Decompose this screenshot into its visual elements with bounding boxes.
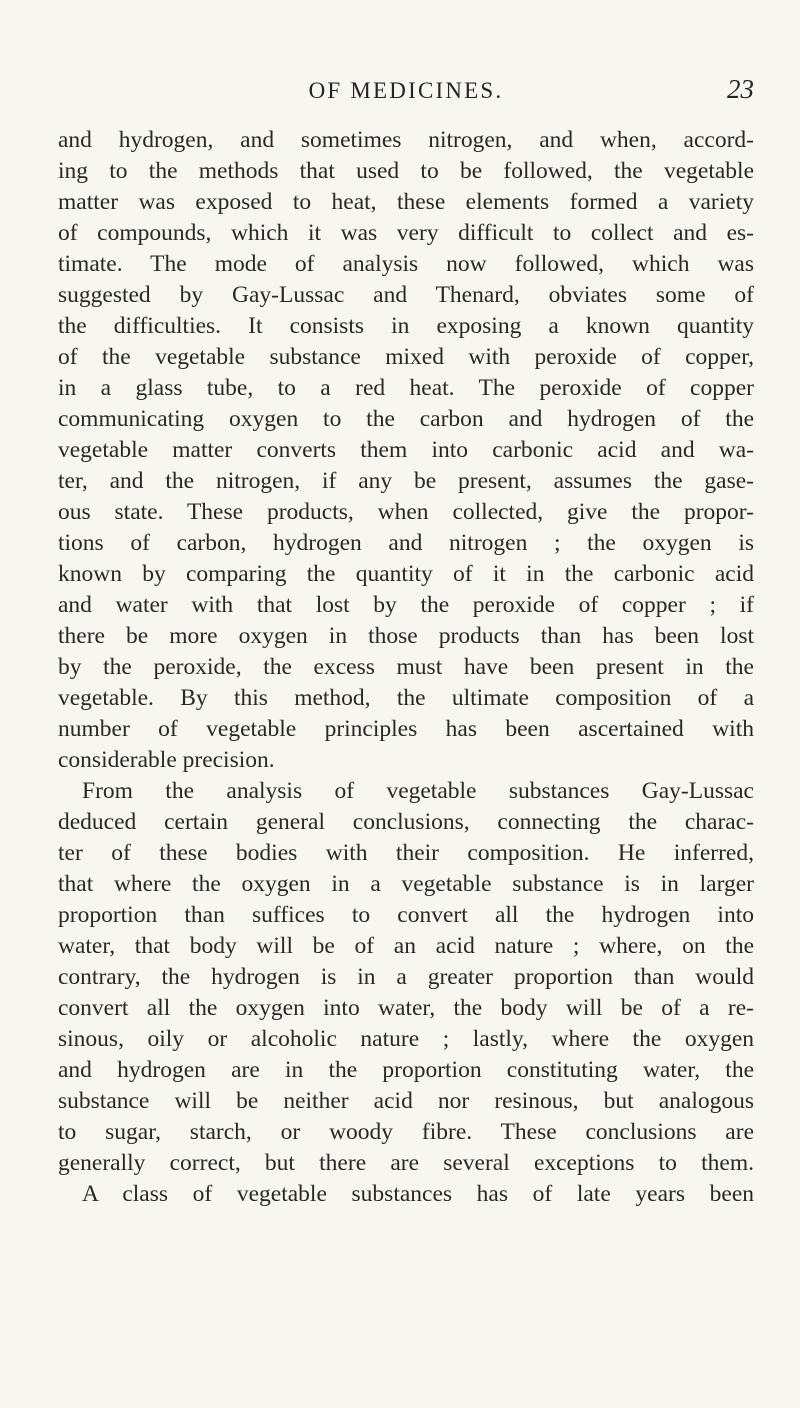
text-line: and water with that lost by the peroxide of copper ; if bbox=[58, 592, 754, 618]
text-line: that where the oxygen in a vegetable substance is in larger bbox=[58, 871, 754, 897]
running-head-title: OF MEDICINES. bbox=[308, 78, 504, 103]
text-line: and hydrogen, and sometimes nitrogen, and when, accord- bbox=[58, 127, 754, 153]
text-line: the difficulties. It consists in exposing a known quantity bbox=[58, 313, 754, 339]
running-head bbox=[58, 74, 754, 110]
text-line: by the peroxide, the excess must have been present in the bbox=[58, 654, 754, 680]
text-line: contrary, the hydrogen is in a greater proportion than would bbox=[58, 964, 754, 990]
paragraph-first-line: From the analysis of vegetable substances Gay-Lussac bbox=[82, 778, 754, 804]
text-line: timate. The mode of analysis now followed, which was bbox=[58, 251, 754, 277]
text-line: ing to the methods that used to be followed, the vegetable bbox=[58, 158, 754, 184]
text-line: in a glass tube, to a red heat. The peroxide of copper bbox=[58, 375, 754, 401]
text-line: matter was exposed to heat, these elements formed a variety bbox=[58, 189, 754, 215]
text-line: ous state. These products, when collected, give the propor- bbox=[58, 499, 754, 525]
text-line: vegetable. By this method, the ultimate composition of a bbox=[58, 685, 754, 711]
text-line: water, that body will be of an acid nature ; where, on the bbox=[58, 933, 754, 959]
text-line: tions of carbon, hydrogen and nitrogen ; the oxygen is bbox=[58, 530, 754, 556]
page-number: 23 bbox=[727, 74, 754, 104]
text-line: of compounds, which it was very difficult to collect and es- bbox=[58, 220, 754, 246]
text-line: to sugar, starch, or woody fibre. These conclusions are bbox=[58, 1119, 754, 1145]
text-line: proportion than suffices to convert all the hydrogen into bbox=[58, 902, 754, 928]
text-line: ter of these bodies with their composition. He inferred, bbox=[58, 840, 754, 866]
body-text bbox=[58, 125, 754, 1210]
text-line: generally correct, but there are several exceptions to them. bbox=[58, 1150, 754, 1176]
text-line: known by comparing the quantity of it in the carbonic acid bbox=[58, 561, 754, 587]
paragraph-last-line: considerable precision. bbox=[58, 747, 275, 773]
text-line: convert all the oxygen into water, the body will be of a re- bbox=[58, 995, 754, 1021]
text-line: vegetable matter converts them into carbonic acid and wa- bbox=[58, 437, 754, 463]
text-line: ter, and the nitrogen, if any be present, assumes the gase- bbox=[58, 468, 754, 494]
text-line: and hydrogen are in the proportion constituting water, the bbox=[58, 1057, 754, 1083]
text-line: substance will be neither acid nor resinous, but analogous bbox=[58, 1088, 754, 1114]
text-line: deduced certain general conclusions, connecting the charac- bbox=[58, 809, 754, 835]
text-line: sinous, oily or alcoholic nature ; lastly, where the oxygen bbox=[58, 1026, 754, 1052]
text-line: there be more oxygen in those products than has been lost bbox=[58, 623, 754, 649]
text-line: communicating oxygen to the carbon and hydrogen of the bbox=[58, 406, 754, 432]
text-line: suggested by Gay-Lussac and Thenard, obviates some of bbox=[58, 282, 754, 308]
text-line: of the vegetable substance mixed with peroxide of copper, bbox=[58, 344, 754, 370]
paragraph-first-line: A class of vegetable substances has of late years been bbox=[82, 1181, 754, 1207]
text-line: number of vegetable principles has been ascertained with bbox=[58, 716, 754, 742]
